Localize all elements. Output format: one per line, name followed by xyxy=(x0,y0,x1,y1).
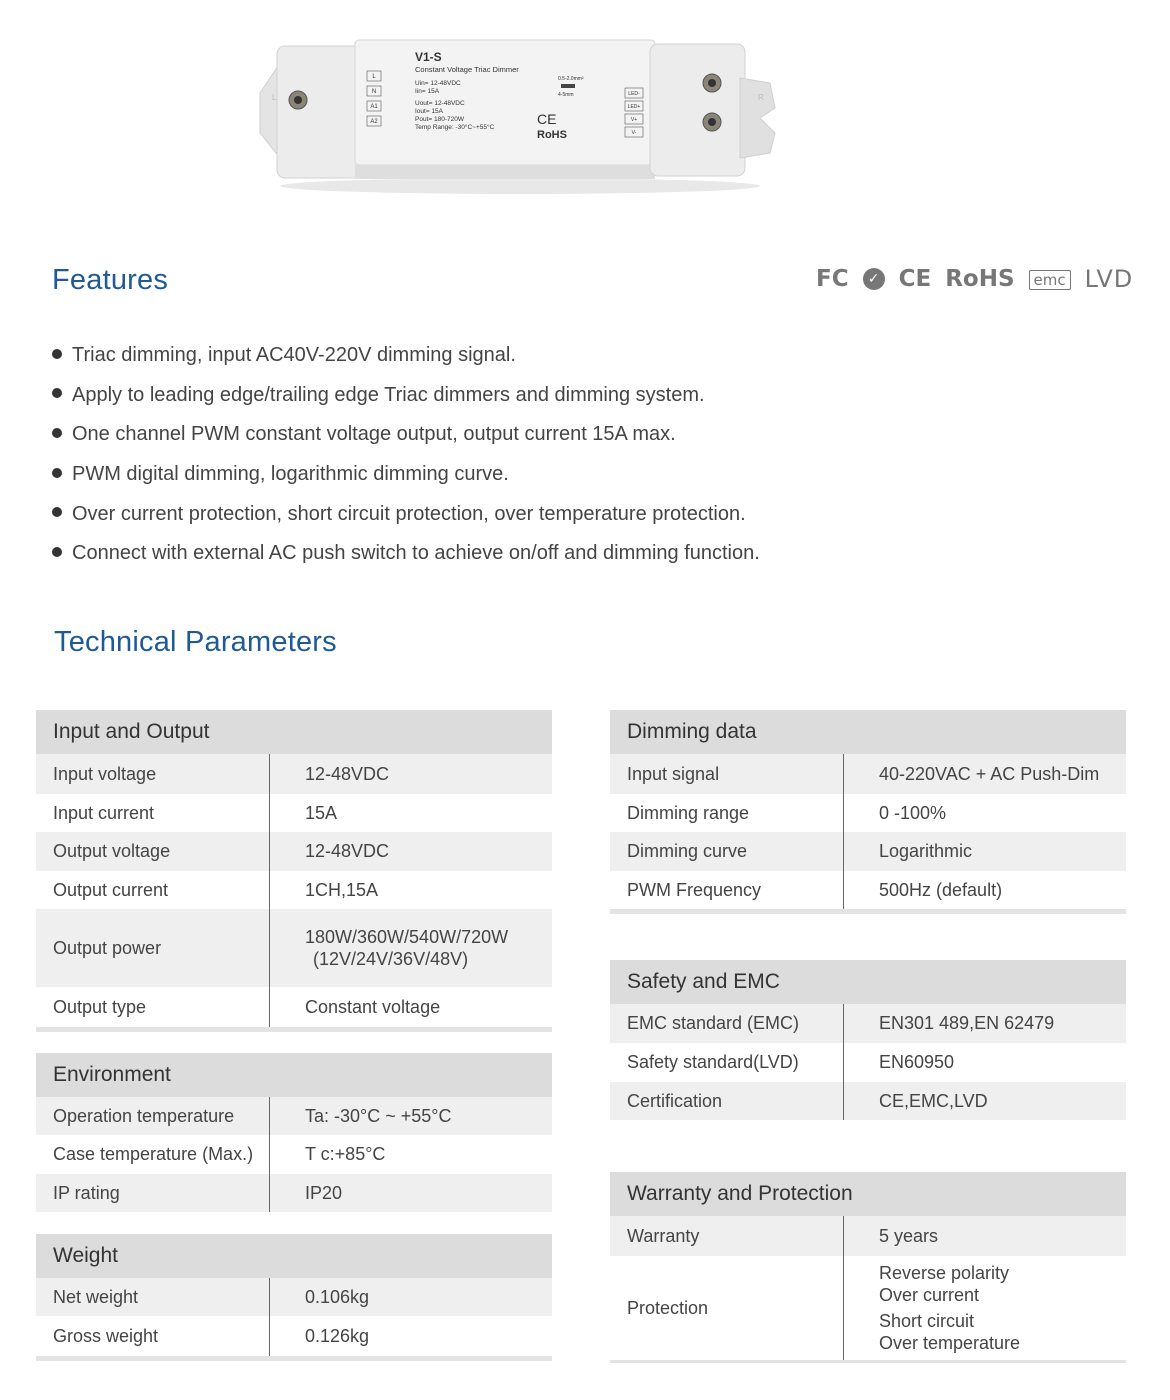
table-row: Safety standard(LVD) EN60950 xyxy=(610,1043,1126,1082)
ce-mark: CE xyxy=(537,111,557,127)
rohs-logo: RoHS xyxy=(945,266,1015,292)
table-row: Protection Reverse polarity Over current Short circuit Over temperature xyxy=(610,1256,1126,1360)
table-header: Environment xyxy=(36,1053,552,1097)
table-row: Output type Constant voltage xyxy=(36,987,552,1027)
bullet-icon xyxy=(52,428,62,438)
terminal-label: N xyxy=(371,89,377,95)
dimming-data-table xyxy=(610,710,1126,914)
list-item: One channel PWM constant voltage output, output current 15A max. xyxy=(52,417,760,457)
table-row: Output current 1CH,15A xyxy=(36,871,552,909)
weight-table xyxy=(36,1234,552,1361)
spec-line: Pout= 180-720W xyxy=(415,116,464,123)
terminal-label: L xyxy=(372,74,376,80)
c-tick-icon: ✓ xyxy=(863,268,885,290)
wire-spec: 0.5-2.0mm² xyxy=(558,76,584,82)
bullet-icon xyxy=(52,349,62,359)
table-header: Input and Output xyxy=(36,710,552,754)
table-row: Output power 180W/360W/540W/720W (12V/24V/36V/48V) xyxy=(36,909,552,987)
table-row: Net weight 0.106kg xyxy=(36,1278,552,1316)
table-row: Case temperature (Max.) T c:+85°C xyxy=(36,1135,552,1174)
product-image xyxy=(255,38,785,198)
warranty-protection-table xyxy=(610,1172,1126,1363)
bullet-icon xyxy=(52,468,62,478)
fcc-logo: FC xyxy=(816,266,849,292)
terminal-label: LED- xyxy=(628,91,640,97)
list-item: PWM digital dimming, logarithmic dimming curve. xyxy=(52,457,760,497)
table-row: Output voltage 12-48VDC xyxy=(36,832,552,871)
table-row: IP rating IP20 xyxy=(36,1174,552,1212)
spec-line: Uout= 12-48VDC xyxy=(415,100,465,107)
features-title: Features xyxy=(52,264,169,296)
table-row: Warranty 5 years xyxy=(610,1216,1126,1256)
list-item: Connect with external AC push switch to achieve on/off and dimming function. xyxy=(52,536,760,576)
spec-line: Iout= 15A xyxy=(415,108,444,115)
emc-logo: emc xyxy=(1029,270,1071,290)
table-row: Certification CE,EMC,LVD xyxy=(610,1082,1126,1120)
table-footer-bar xyxy=(36,1356,552,1361)
rohs-mark: RoHS xyxy=(537,129,567,141)
safety-emc-table xyxy=(610,960,1126,1120)
table-row: Gross weight 0.126kg xyxy=(36,1316,552,1356)
bullet-icon xyxy=(52,388,62,398)
table-row: Input voltage 12-48VDC xyxy=(36,754,552,794)
table-row: Dimming curve Logarithmic xyxy=(610,832,1126,871)
side-label-right: R xyxy=(758,93,764,102)
list-item: Triac dimming, input AC40V-220V dimming signal. xyxy=(52,338,760,378)
list-item: Apply to leading edge/trailing edge Triac dimmers and dimming system. xyxy=(52,378,760,418)
table-row: Input current 15A xyxy=(36,794,552,832)
input-output-table xyxy=(36,710,552,1032)
terminal-label: A2 xyxy=(370,119,378,125)
table-footer-bar xyxy=(36,1027,552,1032)
spec-line: Uin= 12-48VDC xyxy=(415,80,461,87)
table-row: Input signal 40-220VAC + AC Push-Dim xyxy=(610,754,1126,794)
side-label-left: L xyxy=(272,93,277,102)
table-header: Dimming data xyxy=(610,710,1126,754)
table-header: Weight xyxy=(36,1234,552,1278)
table-row: PWM Frequency 500Hz (default) xyxy=(610,871,1126,909)
environment-table xyxy=(36,1053,552,1212)
technical-parameters-title: Technical Parameters xyxy=(54,626,337,658)
table-footer-bar xyxy=(610,909,1126,914)
terminal-label: V- xyxy=(631,130,637,136)
spec-line: Temp Range: -30°C~+55°C xyxy=(415,124,495,131)
table-row: Dimming range 0 -100% xyxy=(610,794,1126,832)
certification-logos xyxy=(816,262,1133,296)
strip-length: 4-5mm xyxy=(558,92,574,98)
spec-line: Iin= 15A xyxy=(415,88,440,95)
bullet-icon xyxy=(52,547,62,557)
product-subtitle: Constant Voltage Triac Dimmer xyxy=(415,65,519,74)
lvd-logo: LVD xyxy=(1084,265,1134,293)
product-model: V1-S xyxy=(415,50,442,64)
table-header: Safety and EMC xyxy=(610,960,1126,1004)
table-row: EMC standard (EMC) EN301 489,EN 62479 xyxy=(610,1004,1126,1043)
table-row: Operation temperature Ta: -30°C ~ +55°C xyxy=(36,1097,552,1135)
table-footer-bar xyxy=(610,1360,1126,1363)
ce-logo: CE xyxy=(898,266,932,292)
terminal-label: V+ xyxy=(630,117,638,123)
table-header: Warranty and Protection xyxy=(610,1172,1126,1216)
terminal-label: LED+ xyxy=(627,104,641,110)
list-item: Over current protection, short circuit protection, over temperature protection. xyxy=(52,497,760,537)
features-list xyxy=(52,338,760,576)
bullet-icon xyxy=(52,507,62,517)
terminal-label: A1 xyxy=(370,104,378,110)
